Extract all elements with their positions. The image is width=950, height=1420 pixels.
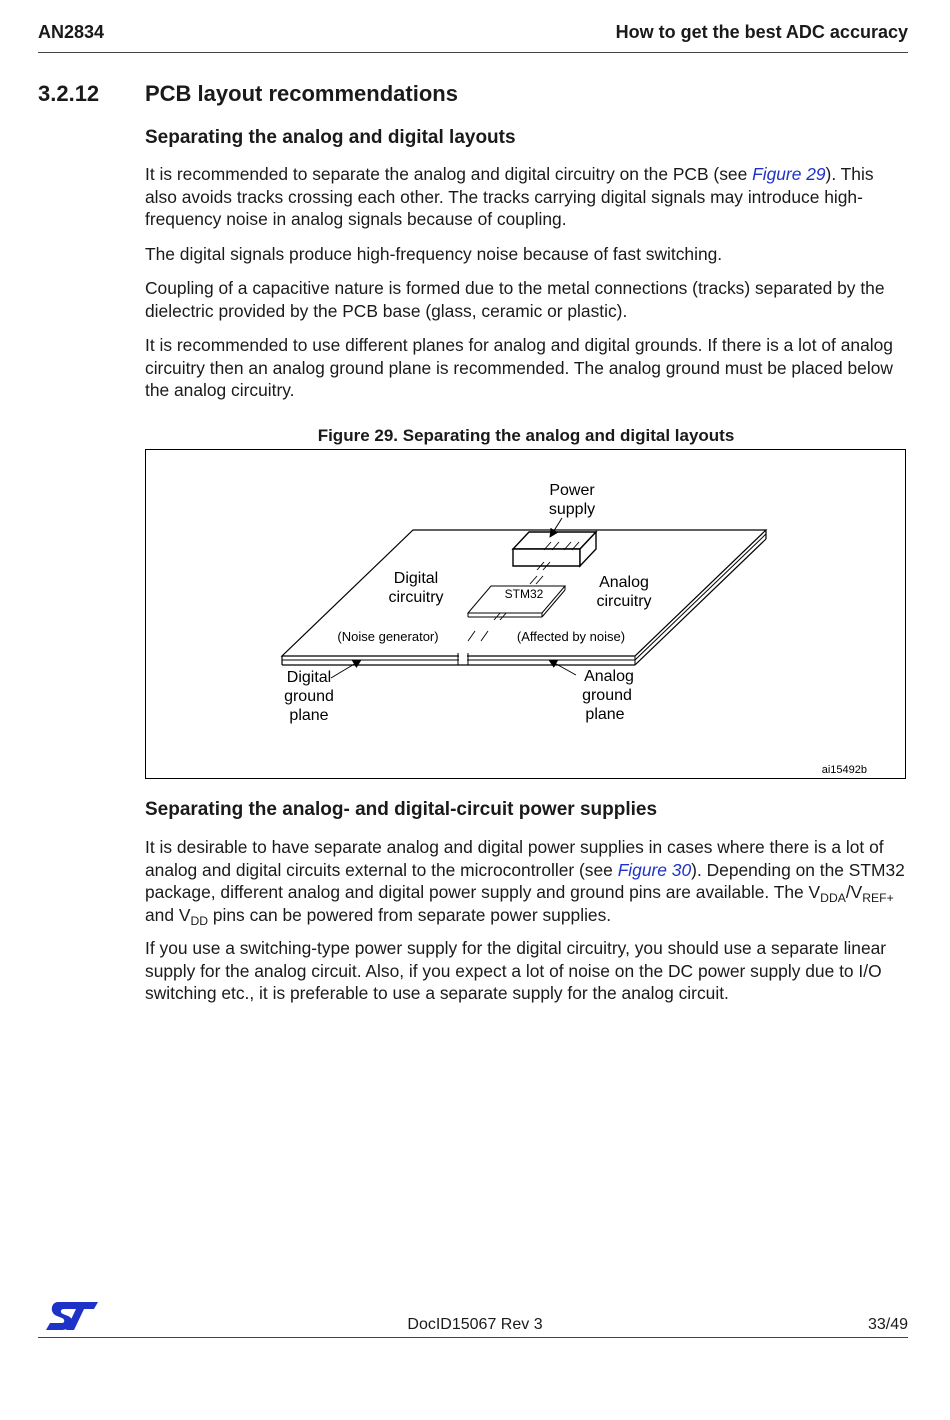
vdda-subscript: DDA (820, 891, 846, 906)
vdd-subscript: DD (190, 914, 209, 929)
analog-ground-label-3: plane (585, 706, 625, 723)
figure-id: ai15492b (821, 764, 867, 776)
digital-ground-label-3: plane (289, 707, 329, 724)
figure-29-frame (145, 449, 906, 779)
paragraph-text: and V (145, 905, 191, 926)
figure-29-diagram (146, 450, 907, 780)
stm32-label: STM32 (504, 587, 544, 601)
analog-circuitry-label-1: Analog (599, 574, 649, 591)
header-doc-code: AN2834 (38, 22, 105, 42)
power-supply-box-front (513, 549, 580, 566)
paragraph-ground-planes: It is recommended to use different planes for analog and digital grounds. If there is a lot of analog circuitry then an analog ground plane is recommended. The analog ground must be placed below the analog circuitry. (145, 335, 893, 401)
noise-generator-label: (Noise generator) (337, 629, 439, 644)
digital-circuitry-label-2: circuitry (388, 589, 444, 606)
analog-ground-label-2: ground (582, 687, 632, 704)
paragraph-text: /V (845, 882, 863, 903)
section-title: PCB layout recommendations (145, 81, 458, 106)
header-rule (38, 52, 908, 53)
figure-30-link[interactable]: Figure 30 (617, 859, 692, 880)
affected-by-noise-label: (Affected by noise) (516, 629, 626, 644)
footer-rule (38, 1337, 908, 1338)
analog-circuitry-label-2: circuitry (596, 593, 652, 610)
header-chapter-title: How to get the best ADC accuracy (615, 22, 908, 42)
digital-ground-label-2: ground (284, 688, 334, 705)
subsection-title-power-supplies: Separating the analog- and digital-circuit power supplies (145, 799, 658, 820)
paragraph-digital-noise: The digital signals produce high-frequency noise because of fast switching. (145, 244, 723, 264)
paragraph-switching-supply: If you use a switching-type power supply for the digital circuitry, you should use a separate linear supply for the analog circuit. Also, if you expect a lot of noise on the DC power supply due to I/O switching etc., it is preferable to use a separate supply for the analog circuit. (145, 938, 887, 1004)
footer-doc-id: DocID15067 Rev 3 (407, 1316, 543, 1333)
paragraph-text: It is recommended to separate the analog and digital circuitry on the PCB (see (145, 164, 753, 184)
paragraph-text: ). This also avoids tracks crossing each other. The tracks carrying digital signals may introduce high-frequency noise in analog signals because of coupling. (145, 164, 874, 230)
analog-ground-label-1: Analog (584, 668, 634, 685)
paragraph-text: It is desirable to have separate analog and digital power supplies in cases where there is a lot of analog and digital circuits external to the microcontroller (see (145, 837, 884, 880)
footer-page-number: 33/49 (867, 1316, 908, 1333)
digital-ground-label-1: Digital (286, 669, 332, 686)
subsection-title-layouts: Separating the analog and digital layouts (145, 127, 516, 148)
paragraph-text: ). Depending on the STM32 package, different analog and digital power supply and ground pins are available. The V (145, 859, 905, 903)
power-supply-label-2: supply (548, 501, 596, 518)
paragraph-separate-supplies (145, 836, 910, 927)
figure-29-link[interactable]: Figure 29 (752, 164, 826, 184)
paragraph-capacitive-coupling: Coupling of a capacitive nature is formed due to the metal connections (tracks) separated by the dielectric provided by the PCB base (glass, ceramic or plastic). (145, 278, 885, 321)
paragraph-text: pins can be powered from separate power supplies. (208, 905, 612, 926)
power-supply-label-1: Power (549, 482, 595, 499)
analog-ground-arrow (549, 660, 576, 675)
section-number: 3.2.12 (38, 81, 100, 106)
digital-ground-arrow (331, 660, 361, 678)
paragraph-separate-layout (145, 163, 910, 231)
figure-29-caption: Figure 29. Separating the analog and digital layouts (317, 426, 735, 445)
vref-subscript: REF+ (862, 891, 894, 906)
digital-circuitry-label-1: Digital (393, 570, 439, 587)
